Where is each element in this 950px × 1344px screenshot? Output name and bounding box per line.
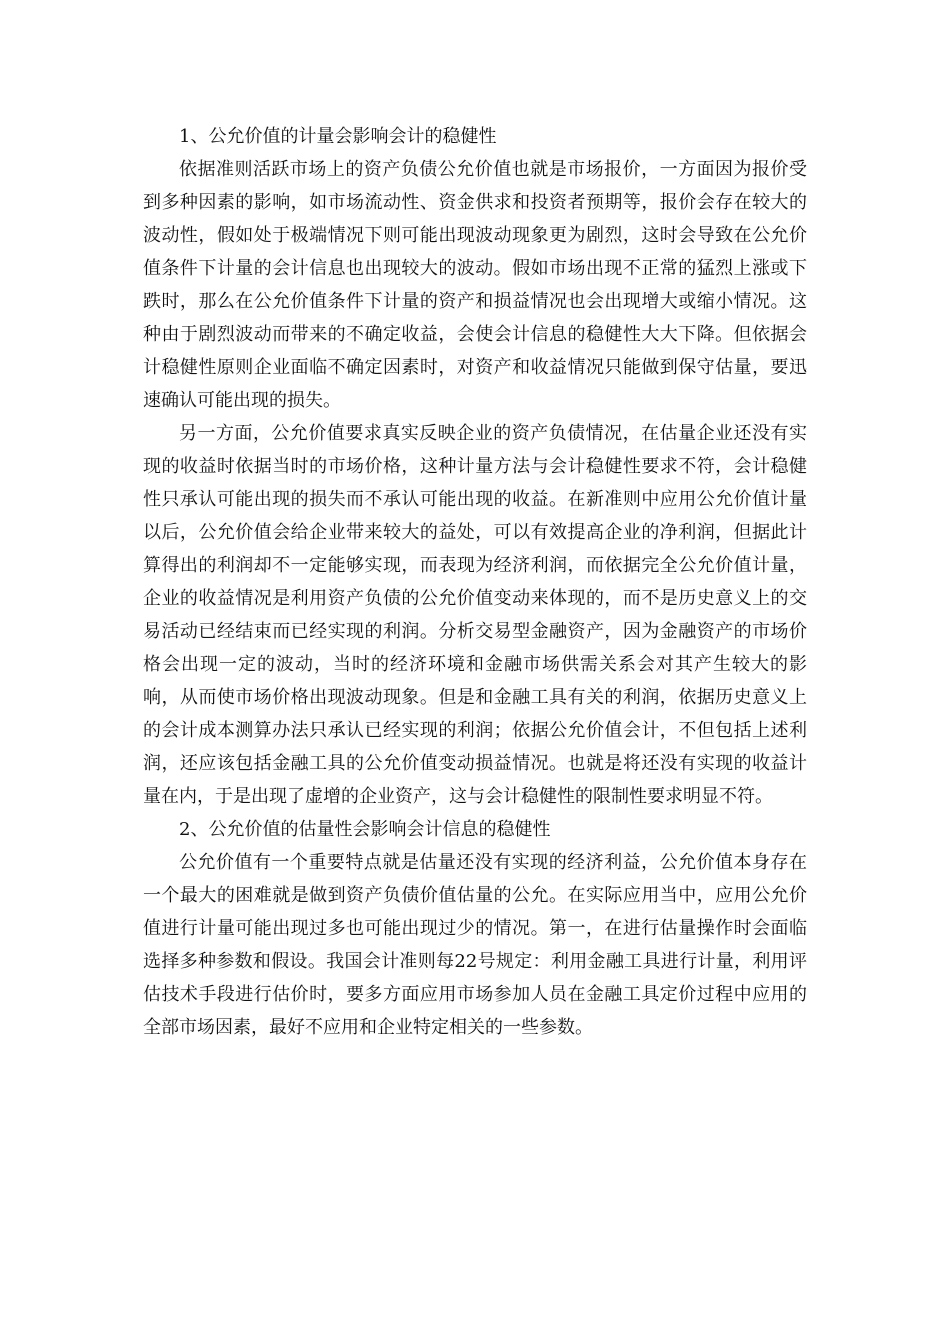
paragraph-1: 依据准则活跃市场上的资产负债公允价值也就是市场报价，一方面因为报价受到多种因素的影响，如市场流动性、资金供求和投资者预期等，报价会存在较大的波动性，假如处于极端情况下则可能出现波动现象更为剧烈，这时会导致在公允价值条件下计量的会计信息也出现较大的波动。假如市场出现不正常的猛烈上涨或下跌时，那么在公允价值条件下计量的资产和损益情况也会出现增大或缩小情况。这种由于剧烈波动而带来的不确定收益，会使会计信息的稳健性大大下降。但依据会计稳健性原则企业面临不确定因素时，对资产和收益情况只能做到保守估量，要迅速确认可能出现的损失。: [143, 159, 807, 411]
section-heading-2: 2、公允价值的估量性会影响会计信息的稳健性: [179, 819, 551, 840]
paragraph-2: 另一方面，公允价值要求真实反映企业的资产负债情况，在估量企业还没有实现的收益时依据当时的市场价格，这种计量方法与会计稳健性要求不符，会计稳健性只承认可能出现的损失而不承认可能出现的收益。在新准则中应用公允价值计量以后，公允价值会给企业带来较大的益处，可以有效提高企业的净利润，但据此计算得出的利润却不一定能够实现，而表现为经济利润，而依据完全公允价值计量，企业的收益情况是利用资产负债的公允价值变动来体现的，而不是历史意义上的交易活动已经结束而已经实现的利润。分析交易型金融资产，因为金融资产的市场价格会出现一定的波动，当时的经济环境和金融市场供需关系会对其产生较大的影响，从而使市场价格出现波动现象。但是和金融工具有关的利润，依据历史意义上的会计成本测算办法只承认已经实现的利润；依据公允价值会计，不但包括上述利润，还应该包括金融工具的公允价值变动损益情况。也就是将还没有实现的收益计量在内，于是出现了虚增的企业资产，这与会计稳健性的限制性要求明显不符。: [143, 423, 807, 807]
section-heading-1: 1、公允价值的计量会影响会计的稳健性: [179, 126, 497, 147]
paragraph-3: 公允价值有一个重要特点就是估量还没有实现的经济利益，公允价值本身存在一个最大的困难就是做到资产负债价值估量的公允。在实际应用当中，应用公允价值进行计量可能出现过多也可能出现过少的情况。第一，在进行估量操作时会面临选择多种参数和假设。我国会计准则每22号规定：利用金融工具进行计量，利用评估技术手段进行估价时，要多方面应用市场参加人员在金融工具定价过程中应用的全部市场因素，最好不应用和企业特定相关的一些参数。: [143, 852, 807, 1038]
document-body: [143, 120, 807, 1044]
